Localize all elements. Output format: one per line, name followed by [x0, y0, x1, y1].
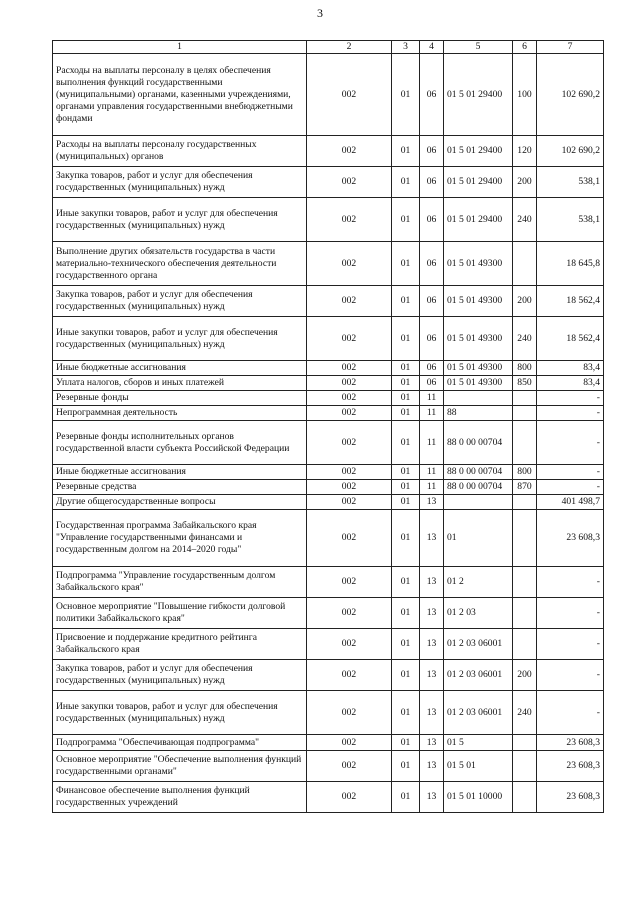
- row-subsection-code: 13: [420, 510, 444, 567]
- row-amount: -: [537, 691, 604, 735]
- row-section-code: 01: [392, 567, 420, 598]
- row-expense-type-code: [513, 751, 537, 782]
- row-amount: -: [537, 567, 604, 598]
- row-target-item-code: 88 0 00 00704: [444, 465, 513, 480]
- row-section-code: 01: [392, 406, 420, 421]
- row-expense-type-code: [513, 510, 537, 567]
- row-description: Подпрограмма "Управление государственным долгом Забайкальского края": [53, 567, 307, 598]
- row-description: Иные закупки товаров, работ и услуг для обеспечения государственных (муниципальных) нужд: [53, 691, 307, 735]
- row-target-item-code: 01 2 03 06001: [444, 660, 513, 691]
- row-amount: 18 562,4: [537, 286, 604, 317]
- row-description: Иные бюджетные ассигнования: [53, 465, 307, 480]
- row-description: Другие общегосударственные вопросы: [53, 495, 307, 510]
- row-ved-code: 002: [307, 376, 392, 391]
- row-expense-type-code: 200: [513, 660, 537, 691]
- row-expense-type-code: [513, 242, 537, 286]
- row-section-code: 01: [392, 54, 420, 136]
- row-expense-type-code: 850: [513, 376, 537, 391]
- row-section-code: 01: [392, 421, 420, 465]
- row-subsection-code: 06: [420, 167, 444, 198]
- row-target-item-code: [444, 391, 513, 406]
- page-number: 3: [317, 6, 323, 20]
- row-subsection-code: 11: [420, 406, 444, 421]
- row-amount: 23 608,3: [537, 751, 604, 782]
- row-target-item-code: 01: [444, 510, 513, 567]
- row-target-item-code: 01 5: [444, 735, 513, 751]
- row-amount: -: [537, 629, 604, 660]
- row-expense-type-code: 100: [513, 54, 537, 136]
- row-ved-code: 002: [307, 317, 392, 361]
- column-header-7: 7: [537, 41, 604, 54]
- row-section-code: 01: [392, 782, 420, 813]
- table-row: [53, 629, 604, 660]
- row-ved-code: 002: [307, 465, 392, 480]
- row-description: Уплата налогов, сборов и иных платежей: [53, 376, 307, 391]
- row-description: Выполнение других обязательств государства в части материально-технического обеспечения деятельности государственного органа: [53, 242, 307, 286]
- table-row: [53, 317, 604, 361]
- row-target-item-code: 01 5 01 49300: [444, 317, 513, 361]
- row-ved-code: 002: [307, 598, 392, 629]
- row-ved-code: 002: [307, 691, 392, 735]
- row-ved-code: 002: [307, 54, 392, 136]
- row-description: Основное мероприятие "Обеспечение выполнения функций государственными органами": [53, 751, 307, 782]
- table-row: [53, 406, 604, 421]
- row-description: Резервные фонды исполнительных органов государственной власти субъекта Российской Федерации: [53, 421, 307, 465]
- row-target-item-code: 01 2 03: [444, 598, 513, 629]
- table-row: [53, 286, 604, 317]
- row-description: Закупка товаров, работ и услуг для обеспечения государственных (муниципальных) нужд: [53, 286, 307, 317]
- row-ved-code: 002: [307, 167, 392, 198]
- row-subsection-code: 06: [420, 136, 444, 167]
- row-description: Закупка товаров, работ и услуг для обеспечения государственных (муниципальных) нужд: [53, 167, 307, 198]
- row-ved-code: 002: [307, 567, 392, 598]
- row-subsection-code: 13: [420, 598, 444, 629]
- row-target-item-code: 01 5 01 49300: [444, 242, 513, 286]
- row-amount: -: [537, 598, 604, 629]
- row-description: Иные закупки товаров, работ и услуг для обеспечения государственных (муниципальных) нужд: [53, 198, 307, 242]
- row-expense-type-code: 800: [513, 465, 537, 480]
- row-expense-type-code: 240: [513, 198, 537, 242]
- row-target-item-code: 88 0 00 00704: [444, 421, 513, 465]
- row-description: Закупка товаров, работ и услуг для обеспечения государственных (муниципальных) нужд: [53, 660, 307, 691]
- row-subsection-code: 13: [420, 735, 444, 751]
- row-subsection-code: 13: [420, 691, 444, 735]
- row-section-code: 01: [392, 198, 420, 242]
- row-subsection-code: 13: [420, 495, 444, 510]
- row-section-code: 01: [392, 317, 420, 361]
- row-ved-code: 002: [307, 480, 392, 495]
- table-row: [53, 510, 604, 567]
- row-expense-type-code: 800: [513, 361, 537, 376]
- row-section-code: 01: [392, 465, 420, 480]
- row-amount: 83,4: [537, 361, 604, 376]
- row-target-item-code: 01 5 01 49300: [444, 286, 513, 317]
- row-ved-code: 002: [307, 735, 392, 751]
- row-ved-code: 002: [307, 391, 392, 406]
- row-subsection-code: 06: [420, 376, 444, 391]
- row-description: Подпрограмма "Обеспечивающая подпрограмма": [53, 735, 307, 751]
- row-section-code: 01: [392, 391, 420, 406]
- row-description: Присвоение и поддержание кредитного рейтинга Забайкальского края: [53, 629, 307, 660]
- row-ved-code: 002: [307, 286, 392, 317]
- row-description: Государственная программа Забайкальского края "Управление государственными финансами и государственным долгом на 2014–2020 годы": [53, 510, 307, 567]
- row-amount: -: [537, 391, 604, 406]
- table-row: [53, 361, 604, 376]
- column-header-3: 3: [392, 41, 420, 54]
- row-section-code: 01: [392, 751, 420, 782]
- row-target-item-code: 01 2 03 06001: [444, 629, 513, 660]
- row-expense-type-code: [513, 421, 537, 465]
- row-ved-code: 002: [307, 242, 392, 286]
- row-section-code: 01: [392, 242, 420, 286]
- row-expense-type-code: [513, 598, 537, 629]
- row-expense-type-code: 240: [513, 691, 537, 735]
- row-amount: 538,1: [537, 167, 604, 198]
- row-section-code: 01: [392, 629, 420, 660]
- table-row: [53, 391, 604, 406]
- row-description: Непрограммная деятельность: [53, 406, 307, 421]
- row-section-code: 01: [392, 286, 420, 317]
- row-amount: 23 608,3: [537, 735, 604, 751]
- row-description: Резервные фонды: [53, 391, 307, 406]
- row-description: Основное мероприятие "Повышение гибкости долговой политики Забайкальского края": [53, 598, 307, 629]
- row-description: Расходы на выплаты персоналу в целях обеспечения выполнения функций государственными (муниципальными) органами, казенными учреждениями, органами управления государственными внебюджетными фондами: [53, 54, 307, 136]
- row-section-code: 01: [392, 376, 420, 391]
- column-header-4: 4: [420, 41, 444, 54]
- row-section-code: 01: [392, 735, 420, 751]
- row-section-code: 01: [392, 167, 420, 198]
- table-row: [53, 136, 604, 167]
- row-subsection-code: 06: [420, 361, 444, 376]
- row-target-item-code: 01 5 01 29400: [444, 198, 513, 242]
- row-amount: 83,4: [537, 376, 604, 391]
- row-ved-code: 002: [307, 361, 392, 376]
- row-expense-type-code: [513, 782, 537, 813]
- row-section-code: 01: [392, 691, 420, 735]
- row-amount: -: [537, 660, 604, 691]
- table-row: [53, 421, 604, 465]
- row-amount: 538,1: [537, 198, 604, 242]
- row-subsection-code: 06: [420, 54, 444, 136]
- row-description: Расходы на выплаты персоналу государственных (муниципальных) органов: [53, 136, 307, 167]
- row-target-item-code: 01 5 01 29400: [444, 167, 513, 198]
- row-expense-type-code: 200: [513, 167, 537, 198]
- row-target-item-code: 88 0 00 00704: [444, 480, 513, 495]
- table-row: [53, 167, 604, 198]
- table-row: [53, 54, 604, 136]
- row-section-code: 01: [392, 660, 420, 691]
- row-target-item-code: 88: [444, 406, 513, 421]
- row-target-item-code: 01 2 03 06001: [444, 691, 513, 735]
- column-header-1: 1: [53, 41, 307, 54]
- row-ved-code: 002: [307, 495, 392, 510]
- row-subsection-code: 13: [420, 751, 444, 782]
- table-row: [53, 691, 604, 735]
- row-ved-code: 002: [307, 629, 392, 660]
- row-expense-type-code: [513, 495, 537, 510]
- row-target-item-code: 01 5 01 29400: [444, 136, 513, 167]
- row-description: Иные закупки товаров, работ и услуг для обеспечения государственных (муниципальных) нужд: [53, 317, 307, 361]
- table-row: [53, 376, 604, 391]
- row-ved-code: 002: [307, 421, 392, 465]
- row-ved-code: 002: [307, 782, 392, 813]
- row-subsection-code: 13: [420, 629, 444, 660]
- row-expense-type-code: [513, 406, 537, 421]
- table-row: [53, 660, 604, 691]
- row-amount: 102 690,2: [537, 54, 604, 136]
- row-expense-type-code: [513, 735, 537, 751]
- row-subsection-code: 06: [420, 198, 444, 242]
- row-subsection-code: 11: [420, 480, 444, 495]
- row-subsection-code: 13: [420, 660, 444, 691]
- column-header-2: 2: [307, 41, 392, 54]
- table-body: [53, 54, 604, 813]
- row-section-code: 01: [392, 136, 420, 167]
- row-amount: -: [537, 421, 604, 465]
- table-row: [53, 782, 604, 813]
- table-header-row: [53, 41, 604, 54]
- row-amount: 102 690,2: [537, 136, 604, 167]
- row-target-item-code: 01 5 01: [444, 751, 513, 782]
- table-row: [53, 242, 604, 286]
- row-subsection-code: 06: [420, 242, 444, 286]
- row-ved-code: 002: [307, 198, 392, 242]
- row-target-item-code: [444, 495, 513, 510]
- row-description: Резервные средства: [53, 480, 307, 495]
- row-target-item-code: 01 2: [444, 567, 513, 598]
- row-subsection-code: 11: [420, 465, 444, 480]
- table-row: [53, 598, 604, 629]
- row-subsection-code: 06: [420, 317, 444, 361]
- row-subsection-code: 13: [420, 782, 444, 813]
- row-expense-type-code: [513, 567, 537, 598]
- column-header-5: 5: [444, 41, 513, 54]
- row-amount: 23 608,3: [537, 510, 604, 567]
- row-subsection-code: 13: [420, 567, 444, 598]
- row-amount: 18 562,4: [537, 317, 604, 361]
- row-ved-code: 002: [307, 136, 392, 167]
- row-ved-code: 002: [307, 751, 392, 782]
- row-target-item-code: 01 5 01 49300: [444, 361, 513, 376]
- row-subsection-code: 11: [420, 421, 444, 465]
- row-ved-code: 002: [307, 406, 392, 421]
- row-target-item-code: 01 5 01 29400: [444, 54, 513, 136]
- table-row: [53, 198, 604, 242]
- row-subsection-code: 11: [420, 391, 444, 406]
- table-row: [53, 567, 604, 598]
- row-expense-type-code: 240: [513, 317, 537, 361]
- row-amount: 401 498,7: [537, 495, 604, 510]
- row-ved-code: 002: [307, 510, 392, 567]
- table-row: [53, 751, 604, 782]
- row-description: Финансовое обеспечение выполнения функций государственных учреждений: [53, 782, 307, 813]
- row-expense-type-code: 870: [513, 480, 537, 495]
- row-amount: 23 608,3: [537, 782, 604, 813]
- row-ved-code: 002: [307, 660, 392, 691]
- row-section-code: 01: [392, 495, 420, 510]
- row-expense-type-code: 120: [513, 136, 537, 167]
- row-section-code: 01: [392, 361, 420, 376]
- row-target-item-code: 01 5 01 49300: [444, 376, 513, 391]
- row-amount: -: [537, 406, 604, 421]
- column-header-6: 6: [513, 41, 537, 54]
- row-expense-type-code: [513, 629, 537, 660]
- row-section-code: 01: [392, 480, 420, 495]
- row-section-code: 01: [392, 510, 420, 567]
- row-description: Иные бюджетные ассигнования: [53, 361, 307, 376]
- row-section-code: 01: [392, 598, 420, 629]
- row-expense-type-code: [513, 391, 537, 406]
- row-amount: 18 645,8: [537, 242, 604, 286]
- budget-table: [52, 40, 604, 813]
- row-target-item-code: 01 5 01 10000: [444, 782, 513, 813]
- table-row: [53, 495, 604, 510]
- row-subsection-code: 06: [420, 286, 444, 317]
- table-row: [53, 480, 604, 495]
- table-row: [53, 465, 604, 480]
- row-expense-type-code: 200: [513, 286, 537, 317]
- row-amount: -: [537, 465, 604, 480]
- table-row: [53, 735, 604, 751]
- row-amount: -: [537, 480, 604, 495]
